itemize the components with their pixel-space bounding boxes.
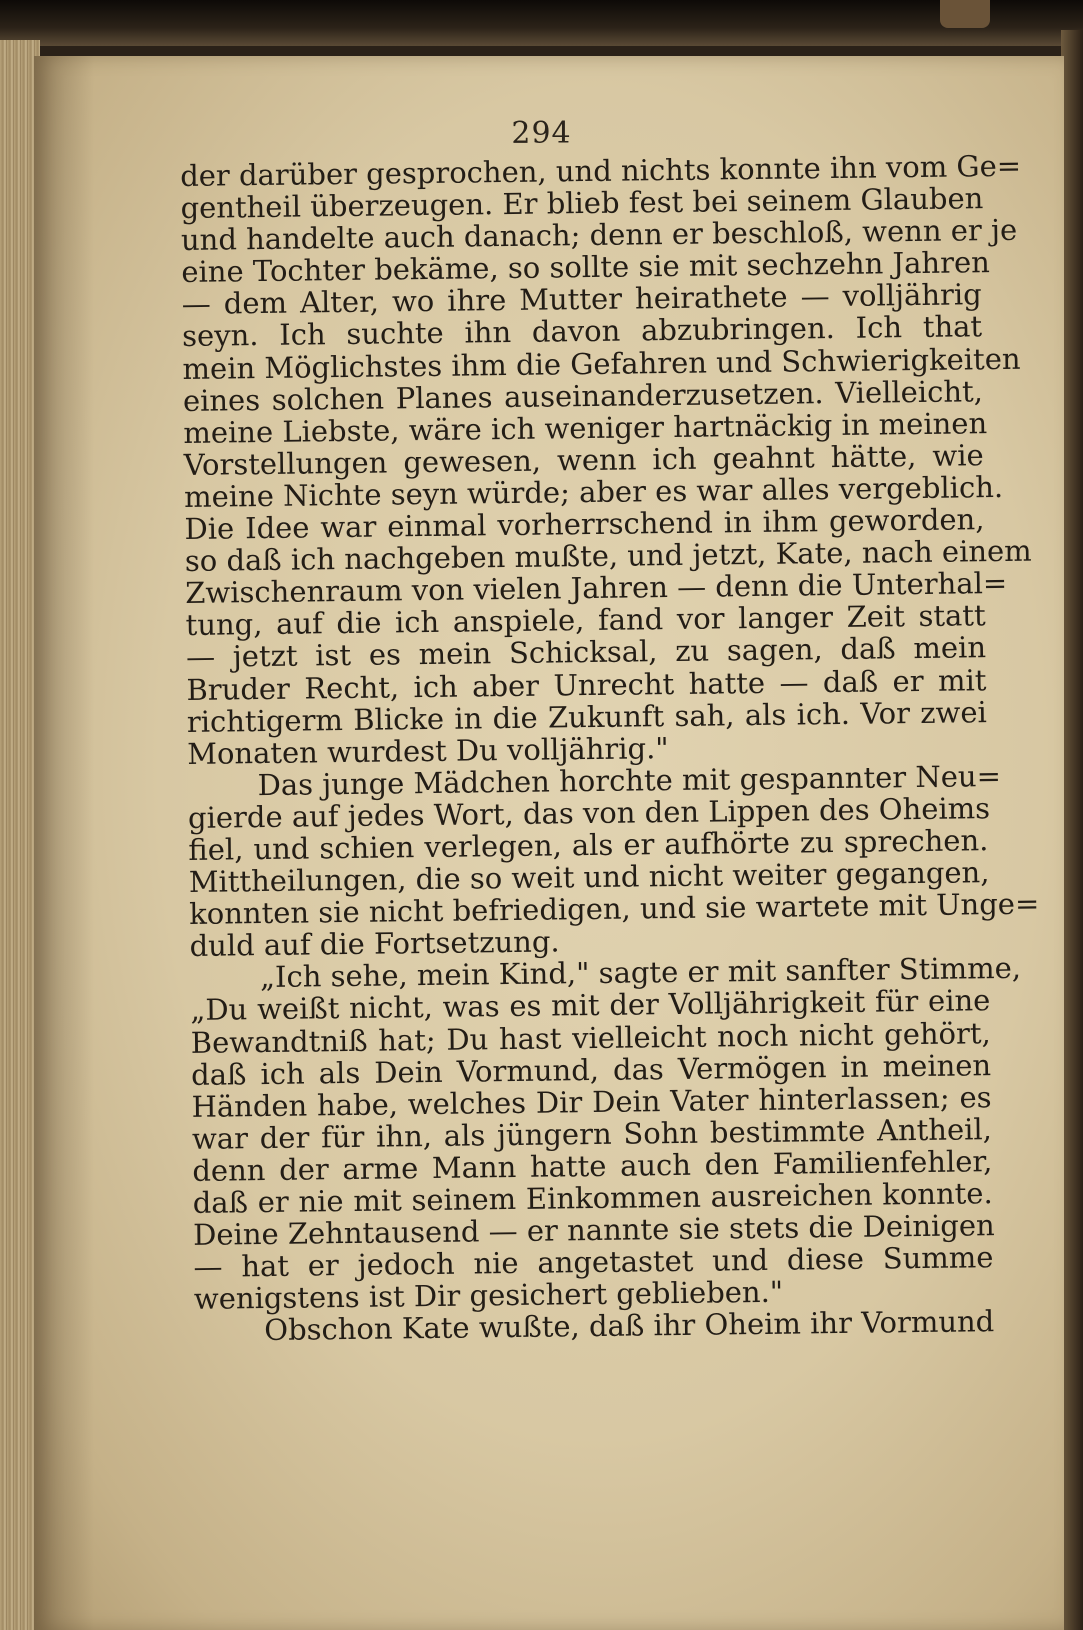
text-line: denn der arme Mann hatte auch den Familienfehler, bbox=[192, 1144, 993, 1188]
text-line: Deine Zehntausend — er nannte sie stets die Deinigen bbox=[192, 1208, 995, 1253]
text-line: „Du weißt nicht, was es mit der Volljährigkeit für eine bbox=[190, 983, 991, 1028]
text-line: Das junge Mädchen horchte mit gespannter Neu= bbox=[257, 758, 1002, 802]
book-top-edge bbox=[0, 0, 1083, 46]
text-line: und handelte auch danach; denn er beschloß, wenn er je bbox=[180, 212, 1018, 258]
text-line: daß er nie mit seinem Einkommen ausreichen konnte. bbox=[192, 1176, 993, 1220]
text-line: eines solchen Planes auseinanderzusetzen. Vielleicht, bbox=[182, 373, 984, 418]
bookmark-ribbon bbox=[940, 0, 990, 28]
text-line: — dem Alter, wo ihre Mutter heirathete — volljährig bbox=[181, 277, 982, 322]
text-line: so daß ich nachgeben mußte, und jetzt, Kate, nach einem bbox=[184, 533, 1032, 579]
text-line: Die Idee war einmal vorherrschend in ihm geworden, bbox=[184, 502, 985, 547]
text-line: Mittheilungen, die so weit und nicht weiter gegangen, bbox=[188, 855, 990, 900]
text-line: — hat er jedoch nie angetastet und diese Summe bbox=[193, 1240, 994, 1285]
text-line: der darüber gesprochen, und nichts konnte ihn vom Ge= bbox=[179, 148, 1022, 193]
body-text bbox=[179, 148, 1040, 1348]
text-line: fiel, und schien verlegen, als er aufhörte zu sprechen. bbox=[188, 823, 989, 867]
text-line: Bewandtniß hat; Du hast vielleicht noch nicht gehört, bbox=[190, 1015, 991, 1060]
text-line: gentheil überzeugen. Er blieb fest bei seinem Glauben bbox=[180, 181, 984, 226]
page-number: 294 bbox=[511, 116, 572, 151]
text-line: meine Liebste, wäre ich weniger hartnäckig in meinen bbox=[183, 405, 988, 450]
text-line: Monaten wurdest Du volljährig." bbox=[187, 730, 669, 771]
text-line: seyn. Ich suchte ihn davon abzubringen. Ich that bbox=[181, 309, 983, 354]
text-line: wenigstens ist Dir gesichert geblieben." bbox=[193, 1274, 784, 1317]
text-line: Zwischenraum von vielen Jahren — denn die Unterhal= bbox=[185, 566, 1008, 611]
text-line: duld auf die Fortsetzung. bbox=[189, 924, 560, 964]
gutter-shadow bbox=[34, 56, 94, 1630]
text-line: eine Tochter bekäme, so sollte sie mit sechzehn Jahren bbox=[181, 245, 991, 290]
text-line: „Ich sehe, mein Kind," sagte er mit sanfter Stimme, bbox=[259, 951, 1022, 995]
text-line: — jetzt ist es mein Schicksal, zu sagen, daß mein bbox=[185, 630, 987, 675]
text-line: Bruder Recht, ich aber Unrecht hatte — daß er mit bbox=[186, 662, 987, 707]
text-line: konnten sie nicht befriedigen, und sie wartete mit Unge= bbox=[189, 886, 1040, 932]
text-line: daß ich als Dein Vormund, das Vermögen in meinen bbox=[190, 1047, 992, 1092]
book-right-edge bbox=[1061, 30, 1083, 1630]
text-line: tung, auf die ich anspiele, fand vor langer Zeit statt bbox=[185, 598, 986, 643]
text-line: Händen habe, welches Dir Dein Vater hinterlassen; es bbox=[191, 1079, 992, 1124]
text-line: mein Möglichstes ihm die Gefahren und Schwierigkeiten bbox=[182, 341, 1021, 386]
text-line: gierde auf jedes Wort, das von den Lippen des Oheims bbox=[187, 791, 991, 835]
text-line: richtigerm Blicke in die Zukunft sah, als ich. Vor zwei bbox=[186, 694, 988, 739]
text-line: meine Nichte seyn würde; aber es war alles vergeblich. bbox=[183, 469, 1004, 514]
text-line: war der für ihn, als jüngern Sohn bestimmte Antheil, bbox=[191, 1111, 993, 1156]
text-line: Obschon Kate wußte, daß ihr Oheim ihr Vormund bbox=[264, 1304, 995, 1348]
text-line: Vorstellungen gewesen, wenn ich geahnt hätte, wie bbox=[183, 438, 984, 482]
